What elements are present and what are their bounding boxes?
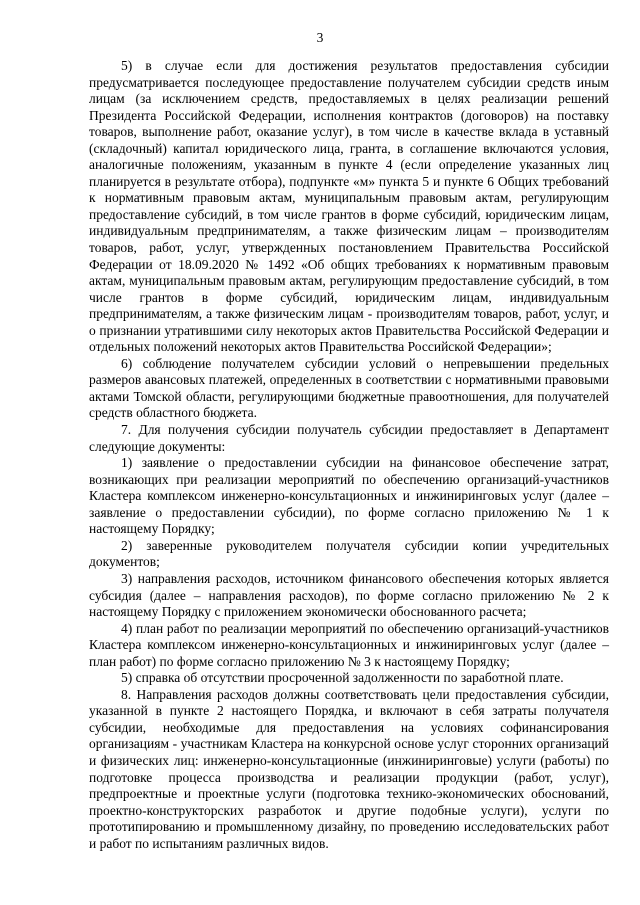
paragraph-document-founding-copies: 2) заверенные руководителем получателя субсидии копии учредительных документов;	[89, 537, 609, 570]
paragraph-document-application: 1) заявление о предоставлении субсидии на финансовое обеспечение затрат, возникающих при реализации мероприятий по обеспечению организаций-участников Кластера комплексом инженерно-консультационных и инжиниринговых услуг (далее – заявление о предоставлении субсидии), по форме согласно приложению № 1 к настоящему Порядку;	[89, 455, 609, 537]
paragraph-item-7-documents: 7. Для получения субсидии получатель субсидии предоставляет в Департамент следующие документы:	[89, 422, 609, 454]
paragraph-document-expense-directions: 3) направления расходов, источником финансового обеспечения которых является субсидия (далее – направления расходов), по форме согласно приложению № 2 к настоящему Порядку с приложением экономически обоснованного расчета;	[89, 570, 609, 620]
paragraph-subitem-5-conditions: 5) в случае если для достижения результатов предоставления субсидии предусматривается последующее предоставление получателем субсидии средств иным лицам (за исключением средств, предоставляемых в целях реализации решений Президента Российской Федерации, исполнения контрактов (договоров) на поставку товаров, выполнение работ, оказание услуг), в том числе в качестве вклада в уставный (складочный) капитал юридического лица, гранта, в соглашение включаются условия, аналогичные положениям, указанным в пункте 4 (если определение указанных лиц планируется в результате отбора), подпункте «м» пункта 5 и пункте 6 Общих требований к нормативным правовым актам, муниципальным правовым актам, регулирующим предоставление субсидий, в том числе грантов в форме субсидий, юридическим лицам, индивидуальным предпринимателям, а также физическим лицам – производителям товаров, работ, услуг, утвержденных постановлением Правительства Российской Федерации от 18.09.2020 № 1492 «Об общих требованиях к нормативным правовым актам, муниципальным правовым актам, регулирующим предоставление субсидий, в том числе грантов в форме субсидий, юридическим лицам, индивидуальным предпринимателям, а также физическим лицам - производителям товаров, работ, услуг, и о признании утратившими силу некоторых актов Правительства Российской Федерации и отдельных положений некоторых актов Правительства Российской Федерации»;	[89, 58, 609, 355]
page-number: 3	[316, 30, 324, 45]
paragraph-document-salary-certificate: 5) справка об отсутствии просроченной задолженности по заработной плате.	[121, 670, 564, 686]
paragraph-subitem-6-advance-payments: 6) соблюдение получателем субсидии условий о непревышении предельных размеров авансовых платежей, определенных в соответствии с нормативными правовыми актами Томской области, регулирующими бюджетные правоотношения, для получателей средств областного бюджета.	[89, 355, 609, 421]
paragraph-document-work-plan: 4) план работ по реализации мероприятий по обеспечению организаций-участников Кластера комплексом инженерно-консультационных и инжиниринговых услуг (далее – план работ) по форме согласно приложению № 3 к настоящему Порядку;	[89, 620, 609, 669]
document-body	[89, 58, 609, 852]
paragraph-item-8-expense-directions: 8. Направления расходов должны соответствовать цели предоставления субсидии, указанной в пункте 2 настоящего Порядка, и включают в себя затраты получателя субсидии, необходимые для предоставления на условиях софинансирования организациям - участникам Кластера на конкурсной основе услуг сторонних организаций и физических лиц: инженерно-консультационные (инжиниринговые) услуги (работы) по подготовке процесса производства и реализации продукции (работ, услуг), предпроектные и проектные услуги (подготовка технико-экономических обоснований, проектно-конструкторских разработок и другие подобные услуги), услуги по прототипированию и промышленному дизайну, по проведению исследовательских работ и работ по испытаниям различных видов.	[89, 686, 609, 851]
